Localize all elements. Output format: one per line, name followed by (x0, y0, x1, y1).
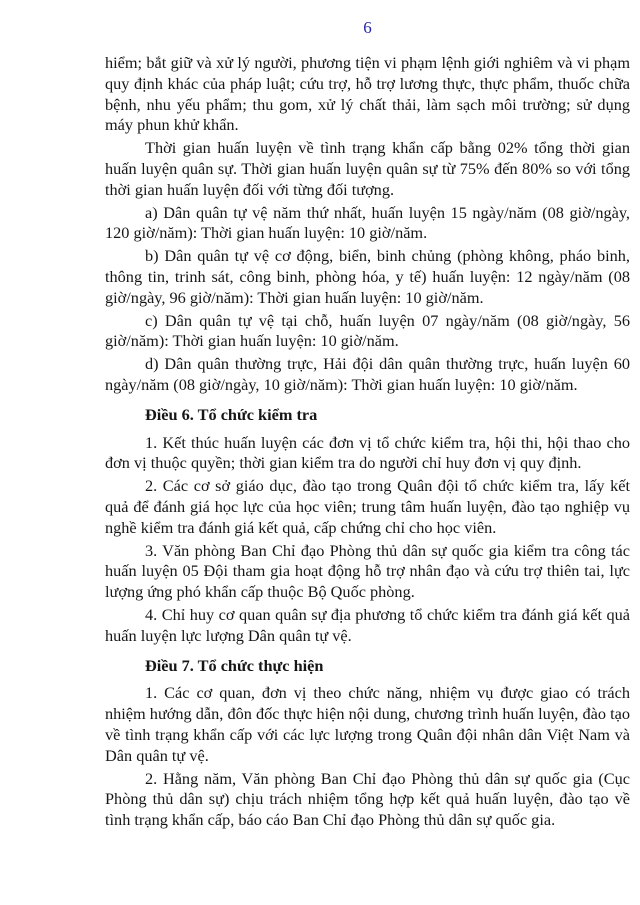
page-number: 6 (363, 18, 372, 37)
paragraph-continuation: hiểm; bắt giữ và xử lý người, phương tiện vi phạm lệnh giới nghiêm và vi phạm quy định khác của pháp luật; cứu trợ, hỗ trợ lương thực, thực phẩm, thuốc chữa bệnh, nhu yếu phẩm; thu gom, xử lý chất thải, làm sạch môi trường; sử dụng máy phun khử khẩn. (105, 53, 630, 135)
paragraph-item-d: d) Dân quân thường trực, Hải đội dân quân thường trực, huấn luyện 60 ngày/năm (08 giờ/ngày, 10 giờ/năm): Thời gian huấn luyện: 10 giờ/năm. (105, 354, 630, 394)
paragraph-item-a: a) Dân quân tự vệ năm thứ nhất, huấn luyện 15 ngày/năm (08 giờ/ngày, 120 giờ/năm): Thời gian huấn luyện: 10 giờ/năm. (105, 202, 630, 243)
paragraph-art7-item-2: 2. Hằng năm, Văn phòng Ban Chỉ đạo Phòng thủ dân sự quốc gia (Cục Phòng thủ dân sự) chịu trách nhiệm tổng hợp kết quả huấn luyện, đào tạo về tình trạng khẩn cấp, báo cáo Ban Chỉ đạo Phòng thủ dân sự quốc gia. (105, 768, 630, 830)
heading-article-6: Điều 6. Tổ chức kiểm tra (145, 404, 318, 424)
document-body (0, 53, 640, 831)
paragraph-training-time: Thời gian huấn luyện về tình trạng khẩn cấp bằng 02% tổng thời gian huấn luyện quân sự. Thời gian huấn luyện quân sự từ 75% đến 80% so với tổng thời gian huấn luyện đối với từng đối tượng. (105, 138, 630, 199)
paragraph-art7-item-1: 1. Các cơ quan, đơn vị theo chức năng, nhiệm vụ được giao có trách nhiệm hướng dẫn, đôn đốc thực hiện nội dung, chương trình huấn luyện, đào tạo về tình trạng khẩn cấp với các lực lượng trong Quân đội nhân dân Việt Nam và Dân quân tự vệ. (105, 683, 630, 765)
paragraph-item-c: c) Dân quân tự vệ tại chỗ, huấn luyện 07 ngày/năm (08 giờ/ngày, 56 giờ/năm): Thời gian huấn luyện: 10 giờ/năm. (105, 310, 630, 351)
paragraph-art6-item-2: 2. Các cơ sở giáo dục, đào tạo trong Quân đội tổ chức kiểm tra, lấy kết quả để đánh giá học lực của học viên; trung tâm huấn luyện, đào tạo nghiệp vụ nghề kiểm tra đánh giá kết quả, cấp chứng chỉ cho học viên. (105, 476, 630, 537)
paragraph-art6-item-3: 3. Văn phòng Ban Chỉ đạo Phòng thủ dân sự quốc gia kiểm tra công tác huấn luyện 05 Đội tham gia hoạt động hỗ trợ nhân đạo và cứu trợ thiên tai, lực lượng ứng phó khẩn cấp thuộc Bộ Quốc phòng. (105, 540, 630, 602)
paragraph-art6-item-4: 4. Chỉ huy cơ quan quân sự địa phương tổ chức kiểm tra đánh giá kết quả huấn luyện lực lượng Dân quân tự vệ. (105, 604, 630, 645)
paragraph-art6-item-1: 1. Kết thúc huấn luyện các đơn vị tổ chức kiểm tra, hội thi, hội thao cho đơn vị thuộc quyền; thời gian kiểm tra do người chỉ huy đơn vị quy định. (105, 432, 630, 473)
paragraph-item-b: b) Dân quân tự vệ cơ động, biển, binh chủng (phòng không, pháo binh, thông tin, trinh sát, công binh, phòng hóa, y tế) huấn luyện: 12 ngày/năm (08 giờ/ngày, 96 giờ/năm): Thời gian huấn luyện: 10 giờ/năm. (105, 246, 630, 307)
heading-article-7: Điều 7. Tổ chức thực hiện (145, 655, 324, 675)
